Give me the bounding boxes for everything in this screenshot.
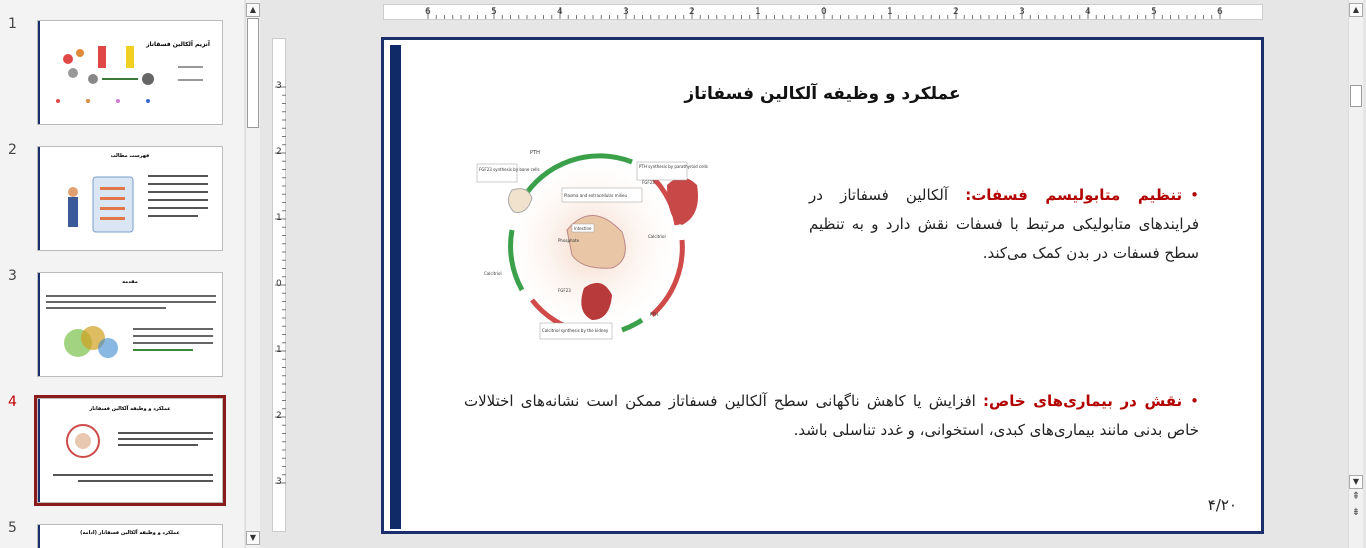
thumb-2-title: فهرست مطالب: [110, 153, 150, 159]
slide-title[interactable]: عملکرد و وظیفه آلکالین فسفاتاز: [684, 84, 961, 104]
ruler-label: 2: [276, 147, 282, 157]
bullet-heading: تنظیم متابولیسم فسفات:: [965, 186, 1183, 204]
bullet-dot-icon: •: [1190, 392, 1199, 410]
slide-thumbnail-4[interactable]: [37, 398, 223, 503]
thumb-1-title: آنزیم آلکالین فسفاتاز: [146, 41, 210, 48]
slide-thumbnail-5[interactable]: [37, 524, 223, 548]
thumb-3-title: مقدمه: [122, 279, 138, 285]
ruler-label: 0: [276, 279, 282, 289]
slide-accent-bar: [390, 45, 401, 529]
label-plasma: Plasma and extracellular milieu: [564, 193, 628, 198]
horizontal-ruler: [383, 4, 1263, 20]
ruler-label: 1: [276, 213, 282, 223]
label-kidney-synthesis: Calcitriol synthesis by the kidney: [542, 328, 609, 333]
next-slide-icon[interactable]: ⇟: [1351, 507, 1361, 518]
ruler-label: 5: [1151, 7, 1157, 17]
label-intestine: Intestine: [574, 226, 592, 231]
slide-thumbnail-1[interactable]: [37, 20, 223, 125]
scroll-down-arrow-icon[interactable]: ▼: [246, 531, 260, 545]
ruler-label: 3: [1019, 7, 1025, 17]
bullet-text: افزایش یا کاهش ناگهانی سطح آلکالین فسفاتاز ممکن است نشانه‌های اختلالات خاص بدنی مانند بیماری‌های کبدی، استخوانی، و غدد تناسلی باشد.: [464, 392, 1199, 439]
previous-slide-icon[interactable]: ⇞: [1351, 491, 1361, 502]
label-calcitriol-left: Calcitriol: [484, 271, 502, 276]
slide-thumbnail-2[interactable]: [37, 146, 223, 251]
vertical-ruler: [272, 38, 286, 532]
ruler-label: 3: [276, 81, 282, 91]
ruler-label: 1: [276, 345, 282, 355]
scroll-up-arrow-icon[interactable]: ▲: [1349, 3, 1363, 17]
ruler-label: 3: [276, 477, 282, 487]
label-fgf23-bottom: FGF23: [558, 288, 571, 293]
ruler-label: 2: [689, 7, 695, 17]
slide-number-3: 3: [8, 268, 17, 284]
label-pth-bottom: PTH: [650, 312, 658, 317]
thumb-5-title: عملکرد و وظیفه آلکالین فسفاتاز (ادامه): [80, 530, 180, 536]
bullet-diseases[interactable]: [464, 387, 1199, 445]
bullet-metabolism[interactable]: [809, 181, 1199, 268]
ruler-label: 1: [755, 7, 761, 17]
main-scrollbar[interactable]: [1348, 0, 1363, 548]
slide-canvas[interactable]: [381, 37, 1264, 534]
label-pth-top: PTH: [530, 150, 540, 156]
ruler-label: 2: [276, 411, 282, 421]
slide-number-1: 1: [8, 16, 17, 32]
scroll-down-arrow-icon[interactable]: ▼: [1349, 475, 1363, 489]
ruler-label: 6: [1217, 7, 1223, 17]
slides-pane-scrollbar[interactable]: [245, 0, 260, 548]
label-fgf23-top: FGF23: [642, 180, 655, 185]
slide-thumbnail-3[interactable]: [37, 272, 223, 377]
bullet-text: آلکالین فسفاتاز در فرایندهای متابولیکی مرتبط با فسفات نقش دارد و به تنظیم سطح فسفات در بدن کمک می‌کند.: [809, 186, 1199, 262]
phosphate-regulation-diagram[interactable]: [472, 140, 712, 345]
bullet-heading: نقش در بیماری‌های خاص:: [983, 392, 1183, 410]
label-pth-synthesis: PTH synthesis by parathyroid cells: [639, 164, 708, 169]
slide-number-2: 2: [8, 142, 17, 158]
ruler-label: 0: [821, 7, 827, 17]
ruler-label: 4: [557, 7, 563, 17]
ruler-label: 4: [1085, 7, 1091, 17]
ruler-label: 6: [425, 7, 431, 17]
label-calcitriol-right: Calcitriol: [648, 234, 666, 239]
scroll-up-arrow-icon[interactable]: ▲: [246, 3, 260, 17]
label-fgf23-synthesis: FGF23 synthesis by bone cells: [479, 167, 540, 172]
slides-pane: [0, 0, 244, 548]
ruler-label: 5: [491, 7, 497, 17]
bullet-dot-icon: •: [1190, 186, 1199, 204]
label-phosphate: Phosphate: [558, 238, 580, 243]
slide-number-4: 4: [8, 394, 17, 410]
thumb-4-title: عملکرد و وظیفه آلکالین فسفاتاز: [89, 406, 171, 412]
page-number: ۴/۲۰: [1207, 496, 1237, 514]
ruler-label: 2: [953, 7, 959, 17]
ruler-label: 3: [623, 7, 629, 17]
slides-pane-scroll-thumb[interactable]: [247, 18, 259, 128]
ruler-label: 1: [887, 7, 893, 17]
slide-number-5: 5: [8, 520, 17, 536]
main-scroll-thumb[interactable]: [1350, 85, 1362, 107]
